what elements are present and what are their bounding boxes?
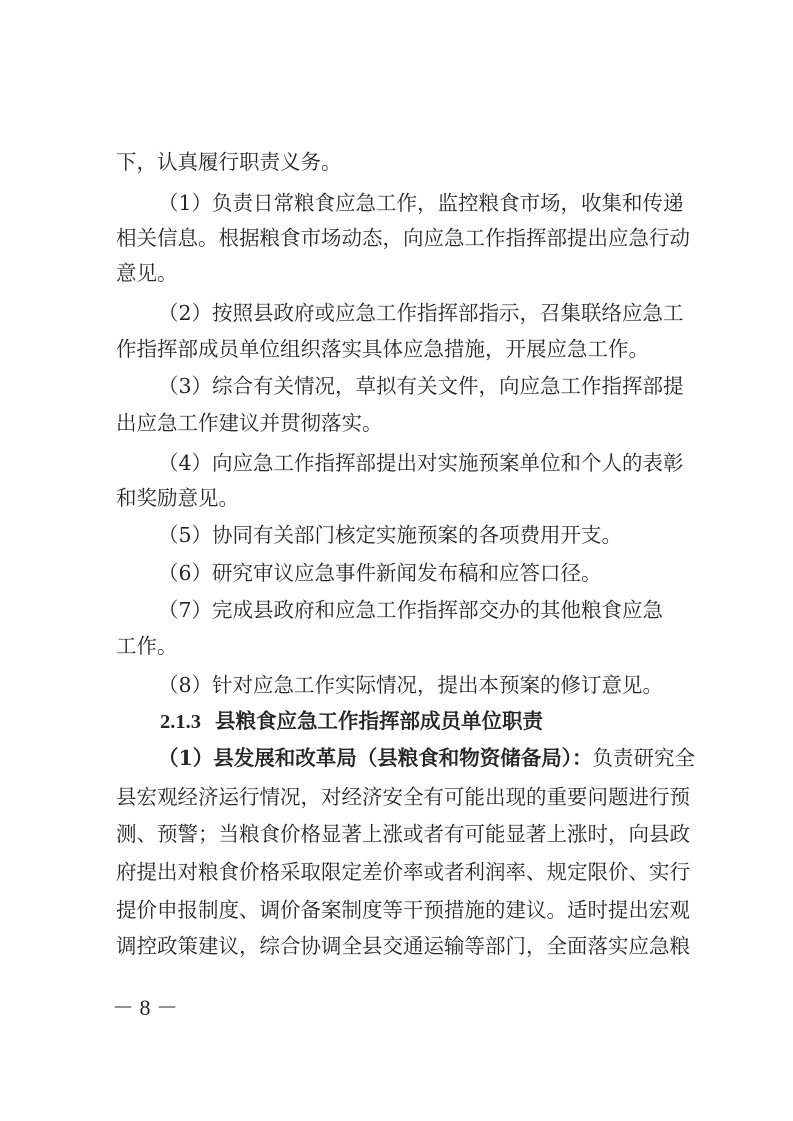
list-item-2: （2）按照县政府或应急工作指挥部指示，召集联络应急工 — [158, 301, 684, 325]
duty-item-1 — [158, 745, 695, 771]
section-number: 2.1.3 — [160, 711, 201, 733]
text-line: 调控政策建议，综合协调全县交通运输等部门，全面落实应急粮 — [116, 934, 690, 958]
text-line: 作指挥部成员单位组织落实具体应急措施，开展应急工作。 — [116, 337, 649, 361]
section-heading — [160, 708, 543, 735]
section-title: 县粮食应急工作指挥部成员单位职责 — [215, 709, 543, 733]
text-line: 测、预警；当粮食价格显著上涨或者有可能显著上涨时，向县政 — [116, 822, 690, 846]
list-item-4: （4）向应急工作指挥部提出对实施预案单位和个人的表彰 — [158, 451, 684, 475]
text-line: 府提出对粮食价格采取限定差价率或者利润率、规定限价、实行 — [116, 860, 690, 884]
list-item-5: （5）协同有关部门核定实施预案的各项费用开支。 — [158, 523, 623, 547]
list-item-6: （6）研究审议应急事件新闻发布稿和应答口径。 — [158, 561, 602, 585]
list-item-3: （3）综合有关情况，草拟有关文件，向应急工作指挥部提 — [158, 374, 684, 398]
list-item-8: （8）针对应急工作实际情况，提出本预案的修订意见。 — [158, 673, 664, 697]
text-line: 提价申报制度、调价备案制度等干预措施的建议。适时提出宏观 — [116, 898, 690, 922]
list-item-1: （1）负责日常粮食应急工作，监控粮食市场，收集和传递 — [158, 191, 684, 215]
list-item-7: （7）完成县政府和应急工作指挥部交办的其他粮食应急 — [158, 598, 664, 622]
text-line: 出应急工作建议并贯彻落实。 — [116, 411, 383, 435]
page-number: － 8 － — [112, 995, 179, 1020]
text-line: 下，认真履行职责义务。 — [116, 150, 342, 174]
text-line: 和奖励意见。 — [116, 486, 239, 510]
duty-item-1-text: 负责研究全 — [592, 746, 696, 770]
text-line: 意见。 — [116, 261, 178, 285]
duty-item-1-title: （1）县发展和改革局（县粮食和物资储备局）： — [158, 746, 593, 770]
text-line: 县宏观经济运行情况，对经济安全有可能出现的重要问题进行预 — [116, 785, 690, 809]
text-line: 工作。 — [116, 634, 178, 658]
text-line: 相关信息。根据粮食市场动态，向应急工作指挥部提出应急行动 — [116, 226, 690, 250]
